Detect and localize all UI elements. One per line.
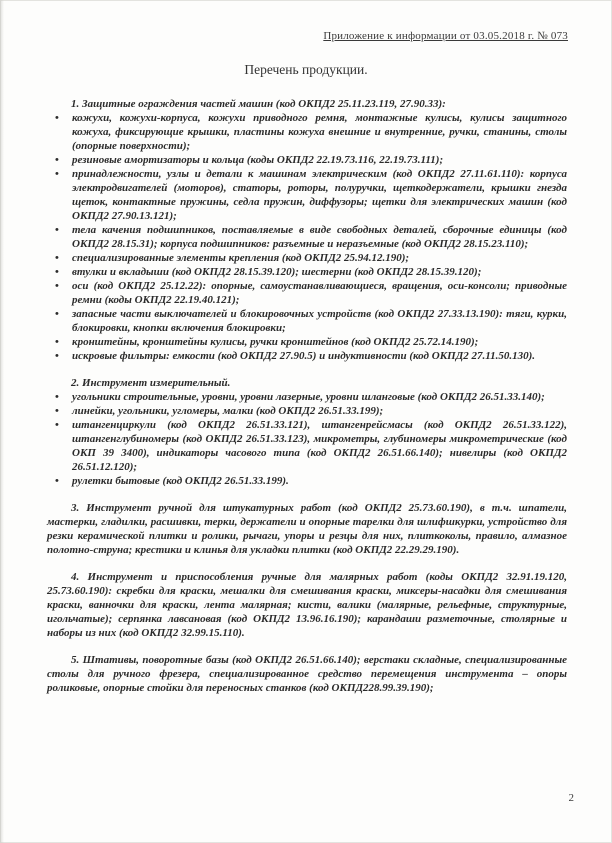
bullet-item: • кронштейны, кронштейны кулисы, ручки кронштейнов (код ОКПД2 25.72.14.190); — [72, 335, 567, 349]
bullet-item: • кожухи, кожухи-корпуса, кожухи приводного ремня, монтажные кулисы, кулисы защитного кожуха, фиксирующие крышки, пластины кожуха внешние и внутренние, ручки, станины, столы (опорные поверхности); — [72, 111, 567, 153]
section-1-bullet-list — [47, 111, 567, 363]
bullet-item: • запасные части выключателей и блокировочных устройств (код ОКПД2 27.33.13.190): тяги, курки, блокировки, кнопки включения блокировки; — [72, 307, 567, 335]
page-number: 2 — [568, 792, 574, 804]
page-title: Перечень продукции. — [244, 62, 368, 77]
paragraph-4: 4. Инструмент и приспособления ручные для малярных работ (коды ОКПД2 32.91.19.120, 25.73.60.190): скребки для краски, мешалки для смешивания краски, миксеры-насадки для смешивания краски, ванночки для краски, лента малярная; кисти, валики (малярные, рельефные, структурные, игольчатые); серпянка лавсановая (код ОКПД2 13.96.16.190); карандаши разметочные, столярные и наборы из них (код ОКПД2 32.99.15.110). — [47, 571, 567, 639]
paragraph-5: 5. Штативы, поворотные базы (код ОКПД2 26.51.66.140); верстаки складные, специализированные столы для ручного фрезера, специализированное средство перемещения инструмента – опоры роликовые, опорные стойки для переносных станков (код ОКПД228.99.39.190); — [47, 654, 567, 694]
bullet-item: • рулетки бытовые (код ОКПД2 26.51.33.199). — [72, 474, 567, 488]
bullet-item: • принадлежности, узлы и детали к машинам электрическим (код ОКПД2 27.11.61.110): корпуса электродвигателей (моторов), статоры, роторы, полуручки, щеткодержатели, крышки гнезда щеток, контактные пружины, седла пружин, диффузоры; щетки для электрических машин (код ОКПД2 27.90.13.121); — [72, 167, 567, 223]
bullet-item: • оси (код ОКПД2 25.12.22): опорные, самоустанавливающиеся, вращения, оси-консоли; приводные ремни (коды ОКПД2 22.19.40.121); — [72, 279, 567, 307]
bullet-item: • искровые фильтры: емкости (код ОКПД2 27.90.5) и индуктивности (код ОКПД2 27.11.50.130). — [72, 349, 567, 363]
section-2-heading: 2. Инструмент измерительный. — [71, 377, 231, 389]
bullet-item: • тела качения подшипников, поставляемые в виде свободных деталей, сборочные единицы (код ОКПД2 28.15.31); корпуса подшипников: разъемные и неразъемные (код ОКПД2 28.15.23.110); — [72, 223, 567, 251]
bullet-item: • штангенциркули (код ОКПД2 26.51.33.121), штангенрейсмасы (код ОКПД2 26.51.33.122), штангенглубиномеры (код ОКПД2 26.51.33.123), микрометры, глубиномеры микрометрические (код ОКП 39 3400), индикаторы часового типа (код ОКПД2 26.51.66.140); нивелиры (код ОКПД2 26.51.12.120); — [72, 418, 567, 474]
header-annotation: Приложение к информации от 03.05.2018 г. № 073 — [323, 30, 568, 42]
bullet-item: • втулки и вкладыши (код ОКПД2 28.15.39.120); шестерни (код ОКПД2 28.15.39.120); — [72, 265, 567, 279]
bullet-item: • резиновые амортизаторы и кольца (коды ОКПД2 22.19.73.116, 22.19.73.111); — [72, 153, 567, 167]
bullet-item: • линейки, угольники, угломеры, малки (код ОКПД2 26.51.33.199); — [72, 404, 567, 418]
paragraph-3: 3. Инструмент ручной для штукатурных работ (код ОКПД2 25.73.60.190), в т.ч. шпатели, мастерки, гладилки, расшивки, терки, держатели и опорные тарелки для шлифшкурки, устройство для резки керамической плитки и ролики, рычаги, упоры и резцы для них, плиткоколы, правило, алмазное полотно-струна; крестики и клинья для укладки плитки (код ОКПД2 22.29.29.190). — [47, 502, 567, 556]
section-2-bullet-list — [47, 390, 567, 488]
bullet-item: • угольники строительные, уровни, уровни лазерные, уровни шланговые (код ОКПД2 26.51.33.140); — [72, 390, 567, 404]
bullet-item: • специализированные элементы крепления (код ОКПД2 25.94.12.190); — [72, 251, 567, 265]
document-body — [47, 97, 567, 695]
section-1-heading: 1. Защитные ограждения частей машин (код ОКПД2 25.11.23.119, 27.90.33): — [71, 98, 446, 110]
